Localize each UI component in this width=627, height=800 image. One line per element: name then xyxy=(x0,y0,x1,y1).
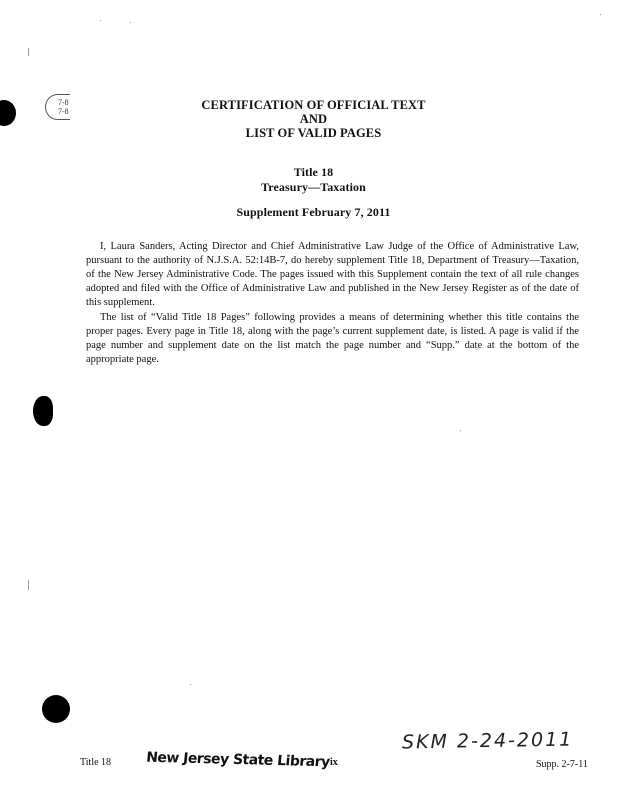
corner-stamp-line2: 7-8 xyxy=(58,107,69,116)
page-number: ix xyxy=(330,757,338,768)
title-number: Title 18 xyxy=(293,165,334,179)
scan-speck xyxy=(100,20,101,21)
supplement-date: Supplement February 7, 2011 xyxy=(236,205,391,219)
footer-title: Title 18 xyxy=(80,757,112,768)
scan-speck xyxy=(28,48,29,56)
scan-speck xyxy=(28,580,29,590)
handwritten-signature: SKM 2-24-2011 xyxy=(401,728,574,754)
punch-hole-middle xyxy=(33,396,53,426)
heading-line2: AND xyxy=(299,112,328,126)
library-stamp: New Jersey State Library xyxy=(145,749,331,771)
certification-paragraph: I, Laura Sanders, Acting Director and Chief Administrative Law Judge of the Office of Administrative Law, pursuant to the authority of N.J.S.A. 52:14B-7, do hereby supplement Title 18, Department of Treasury—Taxation, of the New Jersey Administrative Code. The pages issued with this Supplement contain the text of all rule changes adopted and filed with the Office of Administrative Law and published in the New Jersey Register as of the date of this supplement. xyxy=(86,241,579,308)
heading-line3: LIST OF VALID PAGES xyxy=(245,126,382,140)
scan-speck xyxy=(460,430,461,431)
scan-speck xyxy=(190,684,191,685)
scan-speck xyxy=(130,22,131,23)
title-name: Treasury—Taxation xyxy=(261,180,366,194)
heading-line1: CERTIFICATION OF OFFICIAL TEXT xyxy=(201,98,426,112)
scan-speck xyxy=(600,14,601,15)
footer-supplement: Supp. 2-7-11 xyxy=(536,759,588,770)
corner-stamp-line1: 7-8 xyxy=(58,98,69,107)
punch-hole-bottom xyxy=(42,695,70,723)
valid-pages-paragraph: The list of “Valid Title 18 Pages” following provides a means of determining whether this title contains the proper pages. Every page in Title 18, along with the page’s current supplement date, is listed. A page is valid if the page number and supplement date on the list match the page number and “Supp.” date at the bottom of the appropriate page. xyxy=(86,312,579,365)
